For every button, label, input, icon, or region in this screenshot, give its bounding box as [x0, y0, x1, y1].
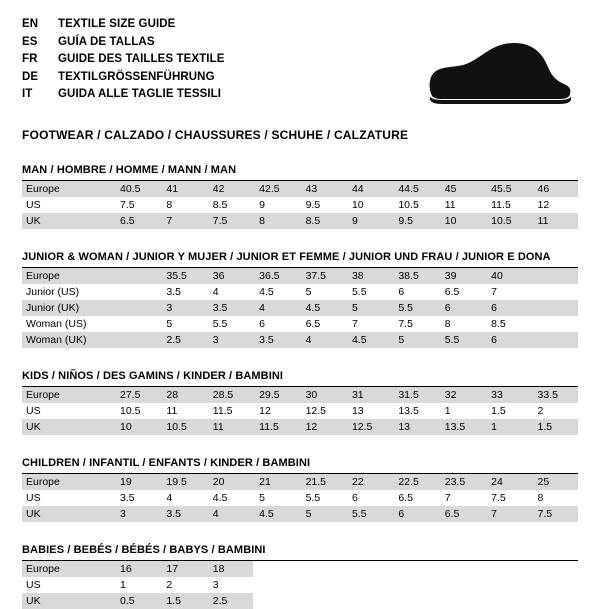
cell: 6	[259, 318, 266, 330]
cell: 1.5	[532, 419, 578, 435]
table-row	[22, 181, 578, 197]
cell: 5.5	[439, 332, 485, 348]
cell: 42.5	[253, 181, 299, 197]
cell	[346, 593, 392, 609]
cell: 0.5	[114, 593, 160, 609]
table-row	[22, 577, 578, 593]
language-code: IT	[22, 88, 33, 100]
cell: 20	[207, 474, 253, 490]
cell: 3.5	[253, 332, 299, 348]
cell: 5	[166, 318, 173, 330]
cell	[300, 593, 346, 609]
cell: 6	[485, 300, 531, 316]
cell: 7	[485, 506, 531, 522]
cell: 5	[392, 332, 438, 348]
cell	[253, 593, 299, 609]
cell: 40	[485, 268, 531, 284]
language-row	[22, 18, 578, 36]
table-row	[22, 197, 578, 213]
row-label: Europe	[22, 268, 114, 284]
cell: 5.5	[305, 492, 321, 504]
cell: 19	[114, 474, 160, 490]
cell	[532, 300, 578, 316]
table-row	[22, 593, 578, 609]
row-label: US	[26, 579, 41, 591]
cell: 5	[259, 492, 266, 504]
cell: 11	[532, 213, 578, 229]
cell: 31.5	[392, 387, 438, 403]
row-label: Europe	[22, 561, 114, 577]
cell: 4.5	[259, 286, 274, 298]
cell: 7.5	[207, 213, 253, 229]
cell: 11	[166, 405, 178, 417]
size-block-kids	[22, 370, 578, 435]
table-row	[22, 419, 578, 435]
cell	[485, 561, 531, 577]
cell: 25	[532, 474, 578, 490]
cell: 2	[537, 405, 544, 417]
cell	[346, 561, 392, 577]
size-block-man	[22, 164, 578, 229]
cell: 4	[253, 300, 299, 316]
cell: 45	[439, 181, 485, 197]
cell: 19.5	[160, 474, 206, 490]
cell: 45.5	[485, 181, 531, 197]
cell: 38.5	[392, 268, 438, 284]
row-label: Europe	[22, 387, 114, 403]
block-title: CHILDREN / INFANTIL / ENFANTS / KINDER / BAMBINI	[22, 457, 578, 474]
cell: 16	[114, 561, 160, 577]
language-title: GUIDA ALLE TAGLIE TESSILI	[58, 88, 222, 100]
cell: 4.5	[253, 506, 299, 522]
cell: 33	[485, 387, 531, 403]
block-title: MAN / HOMBRE / HOMME / MANN / MAN	[22, 164, 578, 181]
table-row	[22, 316, 578, 332]
cell	[300, 561, 346, 577]
cell: 27.5	[114, 387, 160, 403]
cell	[392, 593, 438, 609]
cell: 1	[120, 579, 126, 591]
row-label: UK	[22, 593, 114, 609]
table-row	[22, 474, 578, 490]
cell: 36	[207, 268, 253, 284]
cell: 17	[160, 561, 206, 577]
cell	[253, 577, 299, 593]
cell: 2	[166, 579, 173, 591]
language-title: GUÍA DE TALLAS	[58, 35, 155, 48]
cell	[114, 332, 160, 348]
cell: 3.5	[207, 300, 253, 316]
cell: 3.5	[160, 506, 206, 522]
cell: 28	[160, 387, 206, 403]
cell: 42	[207, 181, 253, 197]
cell: 1.5	[160, 593, 206, 609]
cell	[114, 284, 160, 300]
cell: 33.5	[532, 387, 578, 403]
cell: 6	[351, 492, 358, 504]
size-table	[22, 387, 578, 435]
cell: 9.5	[305, 199, 321, 211]
cell: 1	[444, 405, 451, 417]
cell: 6.5	[444, 286, 460, 298]
size-block-babies	[22, 544, 578, 609]
cell: 28.5	[207, 387, 253, 403]
cell	[439, 593, 485, 609]
cell: 7	[491, 286, 497, 298]
cell: 7	[444, 492, 451, 504]
cell: 4.5	[300, 300, 346, 316]
size-table	[22, 561, 578, 609]
cell: 7.5	[532, 506, 578, 522]
cell: 4	[207, 506, 253, 522]
cell: 4.5	[346, 332, 392, 348]
cell: 3	[212, 579, 219, 591]
cell: 37.5	[300, 268, 346, 284]
cell: 46	[532, 181, 578, 197]
cell: 11	[207, 419, 253, 435]
table-row	[22, 300, 578, 316]
cell: 1	[485, 419, 531, 435]
cell	[532, 332, 578, 348]
cell: 5	[346, 300, 392, 316]
cell: 6	[439, 300, 485, 316]
cell	[532, 577, 578, 593]
table-row	[22, 506, 578, 522]
cell: 43	[300, 181, 346, 197]
row-label: UK	[22, 213, 114, 229]
cell: 21.5	[300, 474, 346, 490]
cell	[532, 268, 578, 284]
cell: 4	[212, 286, 219, 298]
cell: 3	[114, 506, 160, 522]
cell: 7.5	[491, 492, 506, 504]
cell: 5.5	[212, 318, 228, 330]
cell: 12	[537, 199, 550, 211]
row-label: UK	[22, 506, 114, 522]
cell: 22.5	[392, 474, 438, 490]
cell	[485, 593, 531, 609]
cell	[532, 561, 578, 577]
cell: 11.5	[253, 419, 299, 435]
cell: 8.5	[300, 213, 346, 229]
cell: 10.5	[485, 213, 531, 229]
size-block-children	[22, 457, 578, 522]
header	[22, 18, 578, 110]
cell: 4	[300, 332, 346, 348]
block-title: JUNIOR & WOMAN / JUNIOR Y MUJER / JUNIOR ET FEMME / JUNIOR UND FRAU / JUNIOR E DONA	[22, 251, 578, 268]
cell	[253, 561, 299, 577]
cell: 8	[537, 492, 544, 504]
cell	[300, 577, 346, 593]
cell: 41	[160, 181, 206, 197]
block-title: BABIES / BEBÉS / BÉBÉS / BABYS / BAMBINI	[22, 544, 578, 561]
row-label: Europe	[22, 181, 114, 197]
row-label: US	[26, 492, 41, 504]
cell: 31	[346, 387, 392, 403]
language-code: EN	[22, 18, 39, 30]
cell: 44.5	[392, 181, 438, 197]
cell: 5	[300, 506, 346, 522]
cell	[346, 577, 392, 593]
row-label: Junior (US)	[26, 286, 80, 298]
cell	[532, 316, 578, 332]
cell	[439, 561, 485, 577]
table-row	[22, 213, 578, 229]
cell: 23.5	[439, 474, 485, 490]
cell	[392, 577, 438, 593]
cell: 7.5	[398, 318, 413, 330]
size-block-junior-woman	[22, 251, 578, 348]
cell: 9	[259, 199, 266, 211]
cell: 24	[485, 474, 531, 490]
cell: 12.5	[346, 419, 392, 435]
size-table	[22, 268, 578, 348]
cell	[532, 284, 578, 300]
cell: 3	[207, 332, 253, 348]
cell	[439, 577, 485, 593]
language-title: TEXTILE SIZE GUIDE	[58, 18, 176, 30]
cell: 10.5	[120, 405, 141, 417]
cell: 7	[351, 318, 358, 330]
language-code: DE	[22, 70, 39, 83]
cell: 8.5	[212, 199, 228, 211]
cell: 2.5	[160, 332, 206, 348]
cell: 44	[346, 181, 392, 197]
size-table	[22, 181, 578, 229]
cell: 7	[160, 213, 206, 229]
cell: 10	[351, 199, 364, 211]
cell: 6	[485, 332, 531, 348]
block-title: KIDS / NIÑOS / DES GAMINS / KINDER / BAMBINI	[22, 370, 578, 387]
cell: 9	[346, 213, 392, 229]
cell: 11	[444, 199, 456, 211]
cell: 13.5	[398, 405, 419, 417]
cell: 10.5	[160, 419, 206, 435]
cell: 12	[259, 405, 271, 417]
cell: 39	[439, 268, 485, 284]
table-row	[22, 561, 578, 577]
cell: 8	[444, 318, 451, 330]
cell: 38	[346, 268, 392, 284]
cell: 9.5	[392, 213, 438, 229]
cell: 8.5	[491, 318, 506, 330]
cell	[114, 316, 160, 332]
cell: 30	[300, 387, 346, 403]
cell: 5.5	[351, 286, 367, 298]
row-label: Junior (UK)	[22, 300, 114, 316]
row-label: US	[26, 199, 41, 211]
row-label: Europe	[22, 474, 114, 490]
cell: 21	[253, 474, 299, 490]
cell: 6.5	[114, 213, 160, 229]
cell: 6.5	[305, 318, 321, 330]
cell: 40.5	[114, 181, 160, 197]
cell: 36.5	[253, 268, 299, 284]
cell: 1.5	[491, 405, 506, 417]
cell: 22	[346, 474, 392, 490]
cell: 11.5	[212, 405, 233, 417]
cell: 3.5	[120, 492, 135, 504]
table-row	[22, 490, 578, 506]
language-title: TEXTILGRÖSSENFÜHRUNG	[58, 70, 215, 83]
dress-shoe-icon	[390, 40, 572, 110]
cell: 12	[300, 419, 346, 435]
cell: 5	[305, 286, 312, 298]
cell	[532, 593, 578, 609]
language-title: GUIDE DES TAILLES TEXTILE	[58, 53, 225, 65]
cell: 8	[253, 213, 299, 229]
cell: 5.5	[346, 506, 392, 522]
cell: 12.5	[305, 405, 326, 417]
table-row	[22, 387, 578, 403]
cell: 2.5	[207, 593, 253, 609]
row-label: UK	[22, 419, 114, 435]
table-row	[22, 332, 578, 348]
row-label: Woman (UK)	[22, 332, 114, 348]
cell: 13	[351, 405, 364, 417]
cell: 10	[114, 419, 160, 435]
cell: 18	[207, 561, 253, 577]
cell: 7.5	[120, 199, 135, 211]
cell: 6.5	[398, 492, 413, 504]
cell: 11.5	[491, 199, 511, 211]
cell: 6	[392, 506, 438, 522]
cell: 3	[160, 300, 206, 316]
cell: 10	[439, 213, 485, 229]
cell: 6	[398, 286, 405, 298]
cell	[392, 561, 438, 577]
language-code: ES	[22, 35, 38, 48]
cell: 13	[392, 419, 438, 435]
cell: 29.5	[253, 387, 299, 403]
cell: 4.5	[212, 492, 228, 504]
cell: 10.5	[398, 199, 419, 211]
cell: 32	[439, 387, 485, 403]
section-heading: FOOTWEAR / CALZADO / CHAUSSURES / SCHUHE / CALZATURE	[22, 128, 409, 142]
cell	[114, 300, 160, 316]
cell: 8	[166, 199, 173, 211]
language-code: FR	[22, 53, 38, 65]
cell	[485, 577, 531, 593]
cell: 13.5	[439, 419, 485, 435]
table-row	[22, 403, 578, 419]
cell: 6.5	[439, 506, 485, 522]
size-table	[22, 474, 578, 522]
table-row	[22, 268, 578, 284]
table-row	[22, 284, 578, 300]
row-label: Woman (US)	[26, 318, 87, 330]
cell: 3.5	[166, 286, 181, 298]
row-label: US	[26, 405, 41, 417]
cell: 4	[166, 492, 173, 504]
cell: 5.5	[392, 300, 438, 316]
cell: 35.5	[160, 268, 206, 284]
cell	[114, 268, 160, 284]
